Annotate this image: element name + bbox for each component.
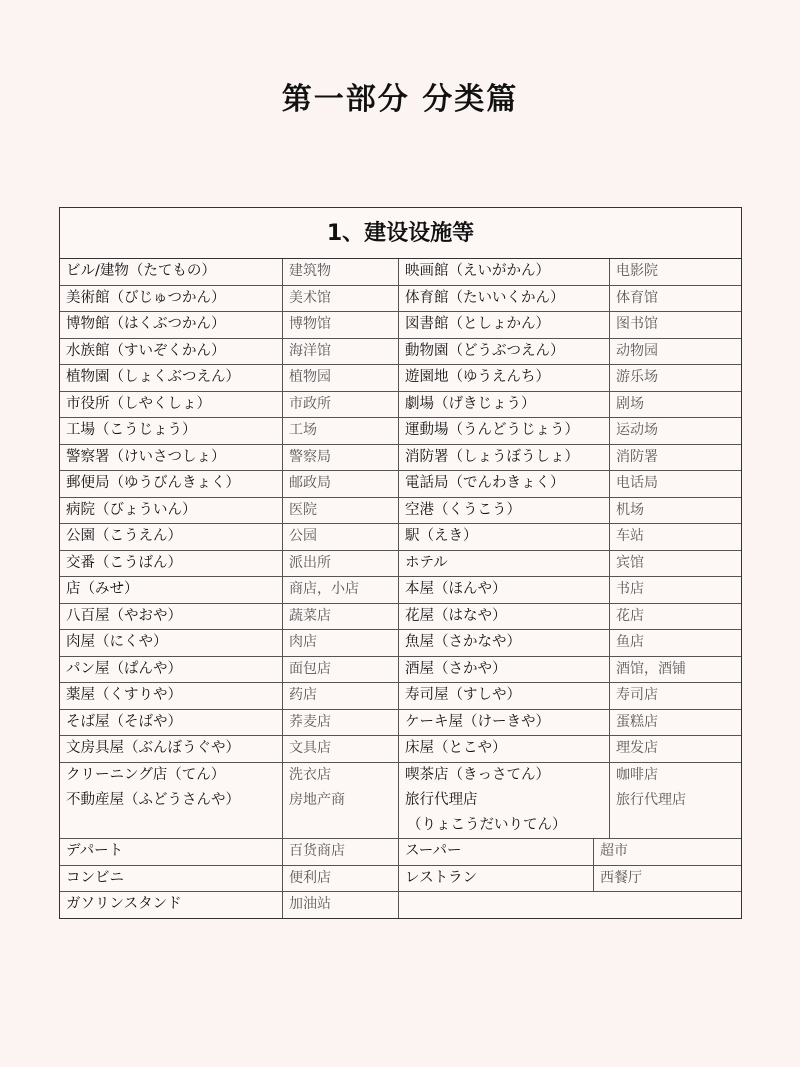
table-row [60,445,741,472]
chinese-meaning: 美术馆 [283,286,399,312]
table-row [60,736,741,763]
chinese-meaning: 百货商店 [283,839,399,865]
chinese-meaning: 博物馆 [283,312,399,338]
japanese-term: 本屋（ほんや） [399,577,610,603]
chinese-meaning: 便利店 [283,866,399,892]
chinese-meaning: 蛋糕店 [616,713,658,730]
table-row [60,339,741,366]
chinese-meaning: 酒馆，酒铺 [616,660,686,677]
chinese-meaning: 电影院 [616,263,658,279]
table-row [60,630,741,657]
chinese-meaning: 游乐场 [616,369,658,385]
japanese-term: 動物園（どうぶつえん） [399,339,610,365]
japanese-term: 床屋（とこや） [399,736,610,762]
chinese-meaning: 图书馆 [616,316,658,332]
table-row [60,604,741,631]
chinese-meaning: 鱼店 [616,634,644,650]
page-title: 第一部分 分类篇 [281,82,519,117]
japanese-term: 遊園地（ゆうえんち） [399,365,610,391]
japanese-term: 薬屋（くすりや） [60,683,283,709]
japanese-term: 博物館（はくぶつかん） [60,312,283,338]
table-row [60,312,741,339]
chinese-meaning: 药店 [283,683,399,709]
chinese-meaning: 蔬菜店 [283,604,399,630]
chinese-meaning: 西餐厅 [600,869,642,886]
chinese-meaning: 书店 [616,581,644,597]
japanese-term: 駅（えき） [399,524,610,550]
japanese-term: 文房具屋（ぶんぼうぐや） [60,736,283,762]
chinese-meaning: 加油站 [283,892,399,918]
chinese-meaning: 警察局 [283,445,399,471]
chinese-meaning: 荞麦店 [283,710,399,736]
table-row [60,551,741,578]
chinese-meaning: 花店 [616,607,644,624]
chinese-meaning: 肉店 [283,630,399,656]
japanese-term: 電話局（でんわきょく） [399,471,610,497]
table-row [60,418,741,445]
japanese-term-word: 旅行代理店 [405,792,478,808]
japanese-term: 映画館（えいがかん） [399,259,610,285]
chinese-meaning: 植物园 [283,365,399,391]
japanese-term: 酒屋（さかや） [399,657,610,683]
japanese-term: 水族館（すいぞくかん） [60,339,283,365]
table-row [60,839,741,866]
japanese-term: ホテル [399,551,610,577]
chinese-meaning: 理发店 [616,740,658,756]
chinese-meaning: 面包店 [283,657,399,683]
table-row [60,657,741,684]
japanese-term: そば屋（そばや） [60,710,283,736]
chinese-meaning: 运动场 [616,422,658,438]
japanese-term: 郵便局（ゆうびんきょく） [60,471,283,497]
chinese-meaning: 机场 [616,501,644,518]
table-row [60,866,741,893]
japanese-term: 寿司屋（すしや） [399,683,610,709]
japanese-term: 図書館（としょかん） [399,312,610,338]
japanese-term: スーパー [399,839,594,865]
japanese-term: 魚屋（さかなや） [399,630,610,656]
japanese-term-reading: （りょこうだいりてん） [407,817,567,833]
chinese-meaning: 建筑物 [283,259,399,285]
chinese-meaning: 电话局 [616,475,658,491]
japanese-term: ビル/建物（たてもの） [60,259,283,285]
table-body [60,259,741,788]
japanese-term: 公園（こうえん） [60,524,283,550]
japanese-term: 市役所（しやくしょ） [60,392,283,418]
japanese-term: コンビニ [60,866,283,892]
chinese-meaning: 派出所 [283,551,399,577]
chinese-meaning: 医院 [283,498,399,524]
chinese-meaning: 动物园 [616,342,658,359]
table-row [60,259,741,286]
japanese-term: ケーキ屋（けーきや） [399,710,610,736]
chinese-meaning: 咖啡店 [616,766,658,783]
japanese-term: 劇場（げきじょう） [399,392,610,418]
chinese-meaning: 公园 [283,524,399,550]
chinese-meaning: 洗衣店 [283,763,399,789]
empty-cell [399,892,741,918]
chinese-meaning: 宾馆 [616,554,644,571]
japanese-term: 工場（こうじょう） [60,418,283,444]
chinese-meaning: 体育馆 [616,289,658,306]
japanese-term: 運動場（うんどうじょう） [399,418,610,444]
japanese-term: 喫茶店（きっさてん） [399,763,610,789]
table-row [60,788,741,839]
japanese-term: 八百屋（やおや） [60,604,283,630]
table-row [60,710,741,737]
japanese-term: レストラン [399,866,594,892]
japanese-term: 体育館（たいいくかん） [399,286,610,312]
japanese-term [399,788,610,838]
japanese-term: 空港（くうこう） [399,498,610,524]
vocab-table [59,207,742,919]
japanese-term: 不動産屋（ふどうさんや） [60,788,283,838]
chinese-meaning: 文具店 [283,736,399,762]
japanese-term: 警察署（けいさつしょ） [60,445,283,471]
section-heading: 1、建设设施等 [60,208,741,259]
japanese-term: 花屋（はなや） [399,604,610,630]
table-row [60,763,741,789]
chinese-meaning: 市政所 [283,392,399,418]
table-row [60,683,741,710]
table-row [60,498,741,525]
chinese-meaning: 房地产商 [283,788,399,838]
chinese-meaning: 工场 [283,418,399,444]
table-row [60,286,741,313]
table-row [60,577,741,604]
table-row [60,524,741,551]
chinese-meaning: 剧场 [616,395,644,412]
chinese-meaning: 邮政局 [283,471,399,497]
japanese-term: 店（みせ） [60,577,283,603]
chinese-meaning: 车站 [616,528,644,544]
japanese-term: パン屋（ぱんや） [60,657,283,683]
table-row [60,892,741,918]
table-row [60,365,741,392]
japanese-term: クリーニング店（てん） [60,763,283,789]
chinese-meaning: 超市 [600,843,628,859]
japanese-term: 植物園（しょくぶつえん） [60,365,283,391]
japanese-term: 消防署（しょうぼうしょ） [399,445,610,471]
chinese-meaning: 商店，小店 [283,577,399,603]
table-row [60,392,741,419]
japanese-term: デパート [60,839,283,865]
japanese-term: 美術館（びじゅつかん） [60,286,283,312]
chinese-meaning: 海洋馆 [283,339,399,365]
japanese-term: ガソリンスタンド [60,892,283,918]
chinese-meaning: 旅行代理店 [616,792,686,808]
japanese-term: 肉屋（にくや） [60,630,283,656]
japanese-term: 病院（びょういん） [60,498,283,524]
chinese-meaning: 寿司店 [616,687,658,703]
table-row [60,471,741,498]
chinese-meaning: 消防署 [616,448,658,465]
japanese-term: 交番（こうばん） [60,551,283,577]
